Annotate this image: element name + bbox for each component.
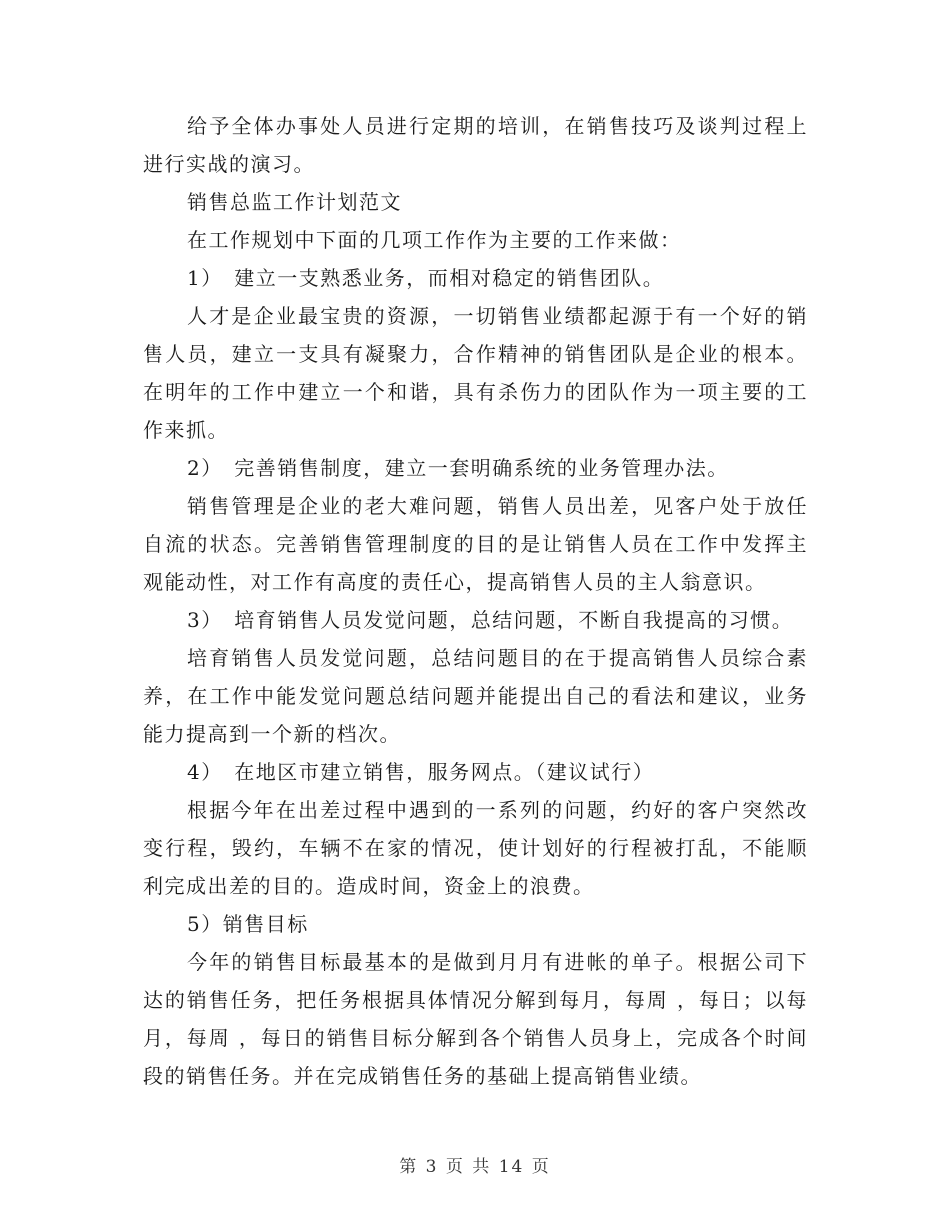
- paragraph-problem-solving: 培育销售人员发觉问题，总结问题目的在于提高销售人员综合素养，在工作中能发觉问题总结问题并能提出自己的看法和建议，业务能力提高到一个新的档次。: [143, 646, 808, 746]
- paragraph-team: 人才是企业最宝贵的资源，一切销售业绩都起源于有一个好的销售人员，建立一支具有凝聚力，合作精神的销售团队是企业的根本。在明年的工作中建立一个和谐，具有杀伤力的团队作为一项主要的工作来抓。: [143, 304, 808, 442]
- document-body: [143, 107, 808, 1095]
- paragraph-sales-target: 今年的销售目标最基本的是做到月月有进帐的单子。根据公司下达的销售任务，把任务根据具体情况分解到每月，每周 ，每日；以每月，每周 ，每日的销售目标分解到各个销售人员身上，完成各个时间段的销售任务。并在完成销售任务的基础上提高销售业绩。: [143, 950, 808, 1088]
- list-item-5: 5）销售目标: [187, 912, 309, 936]
- list-item-3: 3） 培育销售人员发觉问题，总结问题，不断自我提高的习惯。: [187, 608, 794, 632]
- list-item-2: 2） 完善销售制度，建立一套明确系统的业务管理办法。: [187, 456, 729, 480]
- page-number-footer: 第 3 页 共 14 页: [399, 1157, 551, 1177]
- section-heading: 销售总监工作计划范文: [187, 190, 402, 214]
- list-item-4: 4） 在地区市建立销售，服务网点。（建议试行）: [187, 760, 655, 784]
- paragraph-management: 销售管理是企业的老大难问题，销售人员出差，见客户处于放任自流的状态。完善销售管理制度的目的是让销售人员在工作中发挥主观能动性，对工作有高度的责任心，提高销售人员的主人翁意识。: [143, 494, 808, 594]
- list-item-1: 1） 建立一支熟悉业务，而相对稳定的销售团队。: [187, 266, 665, 290]
- paragraph-training: 给予全体办事处人员进行定期的培训，在销售技巧及谈判过程上进行实战的演习。: [143, 114, 808, 176]
- paragraph-travel: 根据今年在出差过程中遇到的一系列的问题，约好的客户突然改变行程，毁约，车辆不在家的情况，使计划好的行程被打乱，不能顺利完成出差的目的。造成时间，资金上的浪费。: [143, 798, 808, 898]
- paragraph-intro: 在工作规划中下面的几项工作作为主要的工作来做：: [187, 228, 682, 252]
